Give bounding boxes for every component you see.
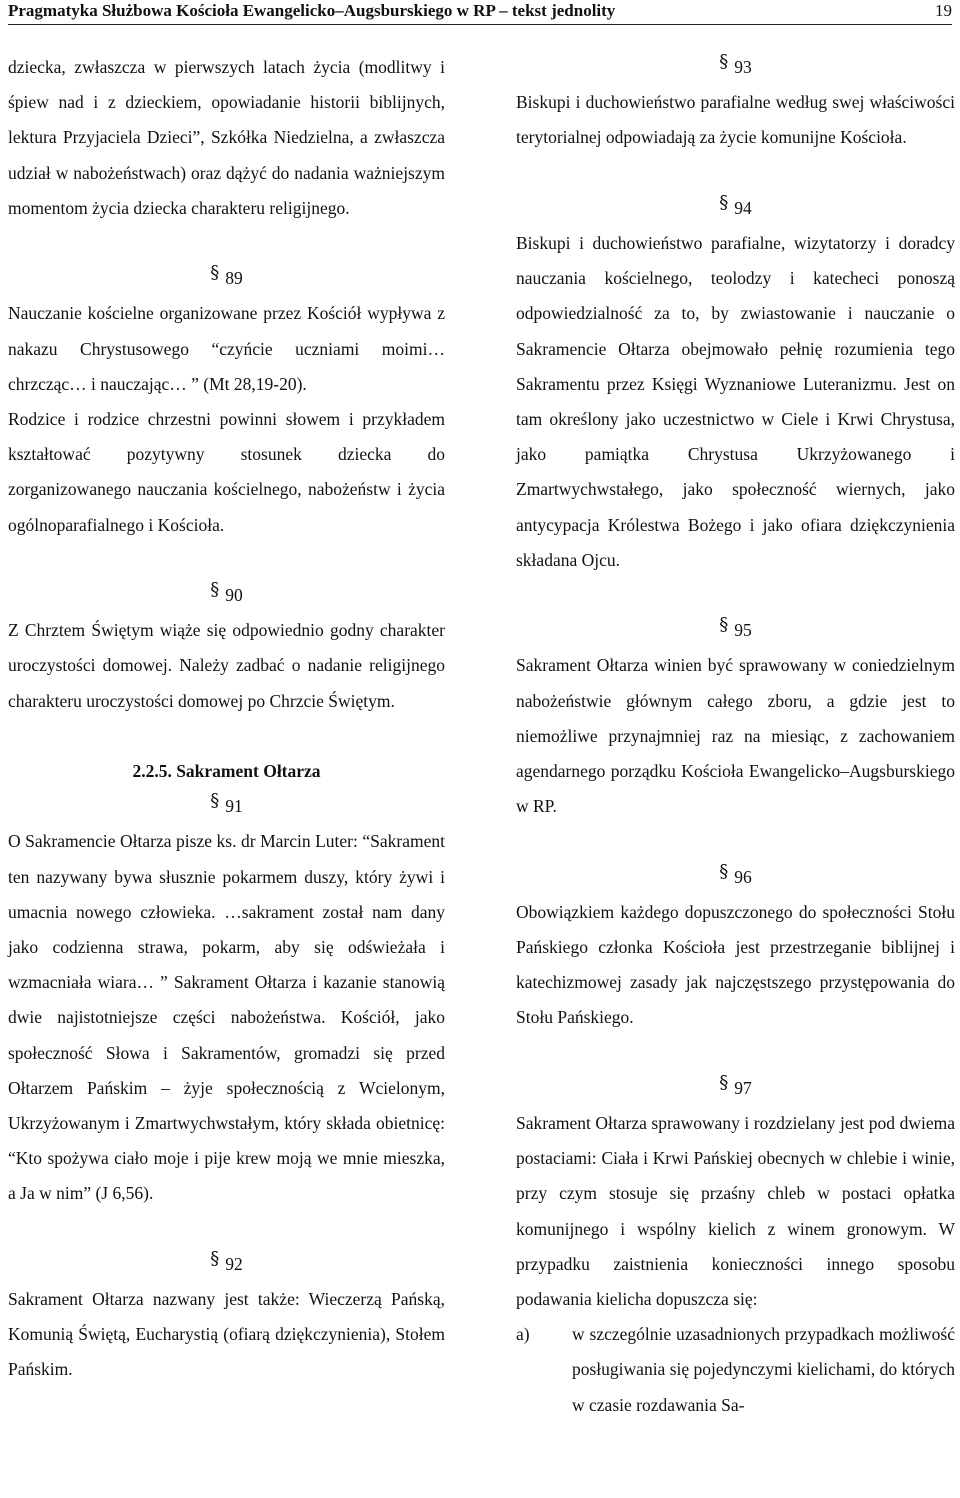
page-header	[8, 0, 952, 25]
list-item	[516, 1317, 955, 1423]
section-sign-icon: §	[719, 191, 729, 213]
section-97-heading: § 97	[719, 1071, 752, 1098]
section-90-heading: § 90	[210, 579, 243, 606]
section-sign-icon: §	[719, 1071, 729, 1093]
section-sign-icon: §	[719, 614, 729, 636]
right-column	[516, 50, 955, 1423]
section-97-paragraph: Sakrament Ołtarza sprawowany i rozdzielany jest pod dwiema postaciami: Ciała i Krwi Pańskiej obecnych w chlebie i winie, przy czym stosuje się przaśny chleb w postaci opłatka komunijnego i wspólny kielich z winem gronowym. W przypadku zaistnienia konieczności innego sposobu podawania kielicha dopuszcza się:	[516, 1113, 955, 1310]
section-91-paragraph: O Sakramencie Ołtarza pisze ks. dr Marcin Luter: “Sakrament ten nazywany bywa słusznie pokarmem duszy, który żywi i umacnia nowego człowieka. …sakrament został nam dany jako codzienna strawa, pokarm, aby się odświeżała i wzmacniała wiara… ” Sakrament Ołtarza i kazanie stanowią dwie najistotniejsze części nabożeństwa. Kościół, jako społeczność Słowa i Sakramentów, gromadzi się przed Ołtarzem Pańskim – żyje społecznością z Wcielonym, Ukrzyżowanym i Zmartwychwstałym, który składa obietnicę: “Kto spożywa ciało moje i pije krew moją we mnie mieszka, a Ja w nim” (J 6,56).	[8, 831, 445, 1204]
section-sign-icon: §	[210, 790, 220, 812]
running-title: Pragmatyka Służbowa Kościoła Ewangelicko–Augsburskiego w RP – tekst jednolity	[8, 1, 616, 20]
section-95-heading: § 95	[719, 614, 752, 641]
section-89-paragraph-2: Rodzice i rodzice chrzestni powinni słowem i przykładem kształtować pozytywny stosunek dziecka do zorganizowanego nauczania kościelnego, nabożeństw i życia ogólnoparafialnego i Kościoła.	[8, 409, 445, 535]
section-93-heading: § 93	[719, 51, 752, 77]
section-90-paragraph: Z Chrztem Świętym wiąże się odpowiednio godny charakter uroczystości domowej. Należy zadbać o nadanie religijnego charakteru uroczystości domowej po Chrzcie Świętym.	[8, 620, 445, 711]
section-96-heading: § 96	[719, 860, 752, 887]
section-89-heading: § 89	[210, 262, 243, 289]
section-sign-icon: §	[719, 860, 729, 882]
list-marker: a)	[516, 1324, 530, 1345]
section-93-paragraph: Biskupi i duchowieństwo parafialne według swej właściwości terytorialnej odpowiadają za życie komunijne Kościoła.	[516, 92, 955, 148]
section-92-paragraph: Sakrament Ołtarza nazwany jest także: Wieczerzą Pańską, Komunią Świętą, Eucharystią (ofiarą dziękczynienia), Stołem Pańskim.	[8, 1289, 445, 1380]
page-number: 19	[935, 1, 952, 20]
section-sign-icon: §	[719, 51, 729, 72]
list-item-text: w szczególnie uzasadnionych przypadkach możliwość posługiwania się pojedynczymi kielichami, do których w czasie rozdawania Sa-	[572, 1324, 955, 1415]
intro-paragraph: dziecka, zwłaszcza w pierwszych latach życia (modlitwy i śpiew nad i z dzieckiem, opowiadanie historii biblijnych, lektura Przyjaciela Dzieci”, Szkółka Niedzielna, a zwłaszcza udział w nabożeństwach) oraz dążyć do nadania ważniejszym momentom życia dziecka charakteru religijnego.	[8, 57, 445, 218]
section-94-heading: § 94	[719, 191, 752, 218]
chapter-heading: 2.2.5. Sakrament Ołtarza	[132, 761, 321, 782]
section-94-paragraph: Biskupi i duchowieństwo parafialne, wizytatorzy i doradcy nauczania kościelnego, teolodzy i katecheci ponoszą odpowiedzialność za to, by zwiastowanie i nauczanie o Sakramencie Ołtarza obejmowało pełnię rozumienia tego Sakramentu przez Księgi Wyznaniowe Luteranizmu. Jest on tam określony jako uczestnictwo w Ciele i Krwi Chrystusa, jako pamiątka Chrystusa Ukrzyżowanego i Zmartwychwstałego, jako społeczność wiernych, jako antycypacja Królestwa Bożego i jako ofiara dziękczynienia składana Ojcu.	[516, 233, 955, 570]
section-95-paragraph: Sakrament Ołtarza winien być sprawowany w coniedzielnym nabożeństwie głównym całego zboru, a gdzie jest to niemożliwe przynajmniej raz na miesiąc, z zachowaniem agendarnego porządku Kościoła Ewangelicko–Augsburskiego w RP.	[516, 655, 955, 817]
section-89-paragraph-1: Nauczanie kościelne organizowane przez Kościół wypływa z nakazu Chrystusowego “czyńcie uczniami moimi… chrzcząc… i nauczając… ” (Mt 28,19-20).	[8, 303, 445, 394]
left-column	[8, 50, 445, 1388]
section-96-paragraph: Obowiązkiem każdego dopuszczonego do społeczności Stołu Pańskiego członka Kościoła jest przestrzeganie biblijnej i katechizmowej zasady jak najczęstszego przystępowania do Stołu Pańskiego.	[516, 901, 955, 1028]
section-sign-icon: §	[210, 262, 220, 284]
section-92-heading: § 92	[210, 1247, 243, 1274]
section-sign-icon: §	[210, 579, 220, 601]
section-sign-icon: §	[210, 1247, 220, 1269]
section-91-heading: § 91	[210, 790, 243, 817]
